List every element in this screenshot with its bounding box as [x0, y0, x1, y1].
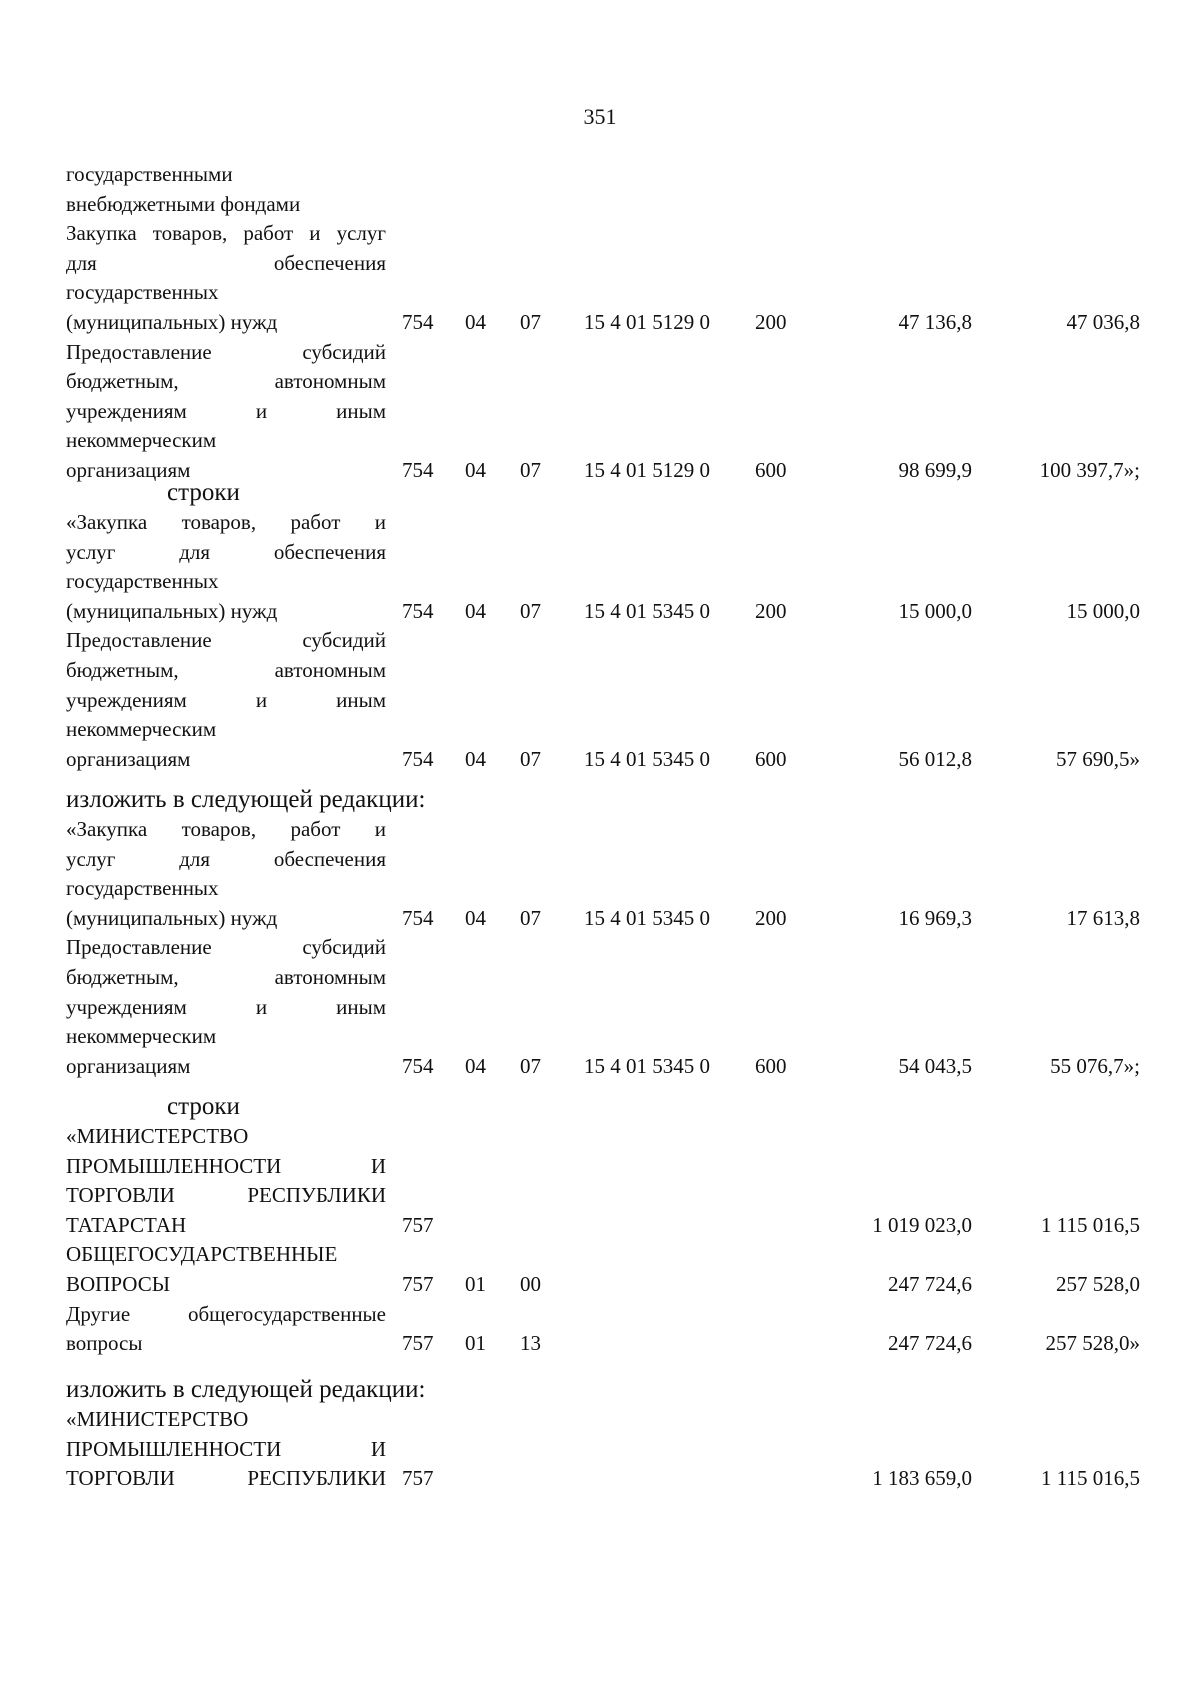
cell-rz: 04 — [465, 746, 486, 771]
cell-ved: 754 — [402, 457, 434, 482]
cell-ved: 754 — [402, 905, 434, 930]
cell-csr: 15 4 01 5129 0 — [584, 309, 710, 334]
description-line: государственных — [66, 280, 219, 305]
cell-y1: 15 000,0 — [898, 598, 972, 623]
table-row — [0, 219, 1200, 337]
cell-ved: 757 — [402, 1331, 434, 1356]
cell-y2: 257 528,0» — [1045, 1331, 1140, 1356]
table-row — [0, 933, 1200, 1081]
cell-vr: 200 — [755, 598, 787, 623]
description-line: ПРОМЫШЛЕННОСТИ И — [66, 1153, 386, 1178]
cell-pr: 07 — [520, 1053, 541, 1078]
table-row — [0, 1240, 1200, 1299]
table-row — [0, 160, 1200, 219]
description-line: государственных — [66, 876, 219, 901]
cell-y2: 1 115 016,5 — [1041, 1212, 1140, 1237]
cell-ved: 757 — [402, 1271, 434, 1296]
section-heading: строки — [167, 1093, 240, 1120]
description-line: (муниципальных) нужд — [66, 905, 278, 930]
cell-y2: 15 000,0 — [1066, 598, 1140, 623]
description-line: для обеспечения — [66, 250, 386, 275]
description-line: внебюджетными фондами — [66, 191, 301, 216]
cell-csr: 15 4 01 5345 0 — [584, 1053, 710, 1078]
section-block — [0, 160, 1200, 486]
cell-vr: 600 — [755, 457, 787, 482]
description-line: организациям — [66, 457, 191, 482]
cell-ved: 754 — [402, 309, 434, 334]
section-block — [0, 785, 1200, 1081]
description-line: ТАТАРСТАН — [66, 1212, 187, 1237]
description-line: «Закупка товаров, работ и — [66, 817, 386, 841]
cell-pr: 07 — [520, 905, 541, 930]
cell-ved: 754 — [402, 746, 434, 771]
description-line: некоммерческим — [66, 717, 217, 742]
description-line: «МИНИСТЕРСТВО — [66, 1124, 249, 1148]
description-line: ТОРГОВЛИ РЕСПУБЛИКИ — [66, 1466, 386, 1491]
cell-vr: 200 — [755, 309, 787, 334]
description-line: ПРОМЫШЛЕННОСТИ И — [66, 1436, 386, 1461]
description-line: Предоставление субсидий — [66, 935, 386, 960]
description-line: (муниципальных) нужд — [66, 309, 278, 334]
description-line: учреждениям и иным — [66, 398, 386, 423]
cell-y1: 16 969,3 — [898, 905, 972, 930]
cell-y1: 247 724,6 — [888, 1331, 972, 1356]
cell-vr: 200 — [755, 905, 787, 930]
table-row — [0, 1405, 1200, 1494]
cell-y2: 100 397,7»; — [1039, 457, 1140, 482]
cell-pr: 00 — [520, 1271, 541, 1296]
cell-pr: 07 — [520, 598, 541, 623]
description-line: некоммерческим — [66, 428, 217, 453]
cell-pr: 07 — [520, 309, 541, 334]
description-line: услуг для обеспечения — [66, 846, 386, 871]
cell-rz: 04 — [465, 905, 486, 930]
description-line: ТОРГОВЛИ РЕСПУБЛИКИ — [66, 1183, 386, 1208]
description-line: государственных — [66, 569, 219, 594]
section-heading: изложить в следующей редакции: — [66, 786, 426, 813]
description-line: «Закупка товаров, работ и — [66, 510, 386, 534]
description-line: вопросы — [66, 1331, 143, 1356]
cell-vr: 600 — [755, 746, 787, 771]
description-line: некоммерческим — [66, 1024, 217, 1049]
description-line: ВОПРОСЫ — [66, 1271, 171, 1296]
description-line: Другие общегосударственные — [66, 1301, 386, 1326]
cell-ved: 757 — [402, 1466, 434, 1491]
cell-rz: 04 — [465, 598, 486, 623]
description-line: Предоставление субсидий — [66, 628, 386, 653]
section-block — [0, 1092, 1200, 1359]
cell-y2: 57 690,5» — [1056, 746, 1140, 771]
cell-y2: 257 528,0 — [1056, 1271, 1140, 1296]
description-line: бюджетным, автономным — [66, 657, 386, 682]
cell-pr: 13 — [520, 1331, 541, 1356]
cell-csr: 15 4 01 5345 0 — [584, 905, 710, 930]
cell-y2: 47 036,8 — [1066, 309, 1140, 334]
description-line: организациям — [66, 1053, 191, 1078]
description-line: организациям — [66, 746, 191, 771]
description-line: (муниципальных) нужд — [66, 598, 278, 623]
description-line: бюджетным, автономным — [66, 964, 386, 989]
cell-y1: 56 012,8 — [898, 746, 972, 771]
table-row — [0, 1122, 1200, 1240]
table-row — [0, 508, 1200, 626]
description-line: государственными — [66, 162, 233, 186]
description-line: учреждениям и иным — [66, 994, 386, 1019]
cell-y1: 47 136,8 — [898, 309, 972, 334]
cell-pr: 07 — [520, 457, 541, 482]
section-block — [0, 478, 1200, 774]
cell-pr: 07 — [520, 746, 541, 771]
cell-ved: 754 — [402, 1053, 434, 1078]
cell-rz: 04 — [465, 457, 486, 482]
description-line: «МИНИСТЕРСТВО — [66, 1407, 249, 1431]
table-row — [0, 626, 1200, 774]
cell-rz: 04 — [465, 309, 486, 334]
cell-csr: 15 4 01 5129 0 — [584, 457, 710, 482]
cell-y1: 98 699,9 — [898, 457, 972, 482]
cell-rz: 01 — [465, 1331, 486, 1356]
table-row — [0, 815, 1200, 933]
cell-y1: 1 019 023,0 — [872, 1212, 972, 1237]
description-line: учреждениям и иным — [66, 687, 386, 712]
section-heading: строки — [167, 479, 240, 506]
description-line: Закупка товаров, работ и услуг — [66, 221, 386, 246]
section-heading: изложить в следующей редакции: — [66, 1376, 426, 1403]
description-line: бюджетным, автономным — [66, 369, 386, 394]
cell-y2: 55 076,7»; — [1050, 1053, 1140, 1078]
cell-rz: 01 — [465, 1271, 486, 1296]
description-line: ОБЩЕГОСУДАРСТВЕННЫЕ — [66, 1242, 338, 1267]
cell-y2: 17 613,8 — [1066, 905, 1140, 930]
cell-y2: 1 115 016,5 — [1041, 1466, 1140, 1491]
description-line: Предоставление субсидий — [66, 339, 386, 364]
description-line: услуг для обеспечения — [66, 539, 386, 564]
cell-y1: 1 183 659,0 — [872, 1466, 972, 1491]
cell-ved: 757 — [402, 1212, 434, 1237]
table-row — [0, 1300, 1200, 1359]
cell-y1: 54 043,5 — [898, 1053, 972, 1078]
cell-ved: 754 — [402, 598, 434, 623]
cell-csr: 15 4 01 5345 0 — [584, 746, 710, 771]
cell-vr: 600 — [755, 1053, 787, 1078]
page-number: 351 — [583, 104, 617, 129]
cell-y1: 247 724,6 — [888, 1271, 972, 1296]
table-row — [0, 338, 1200, 486]
cell-rz: 04 — [465, 1053, 486, 1078]
cell-csr: 15 4 01 5345 0 — [584, 598, 710, 623]
section-block — [0, 1375, 1200, 1494]
